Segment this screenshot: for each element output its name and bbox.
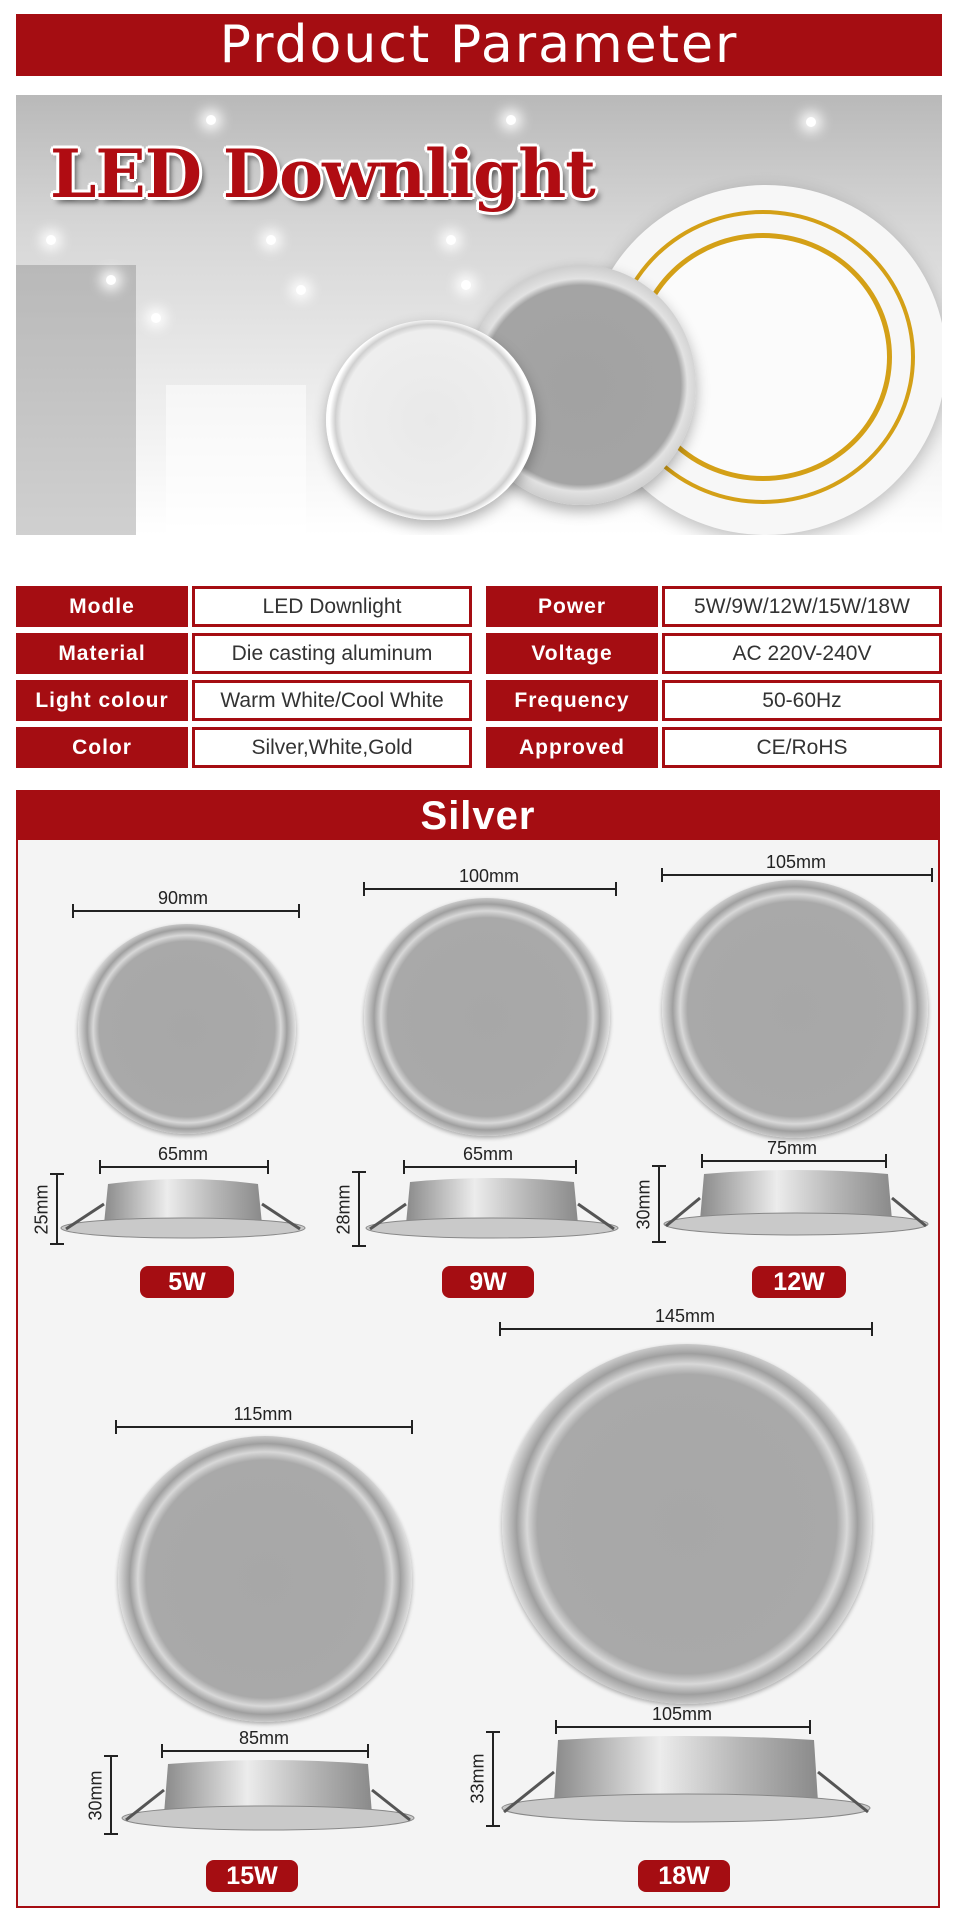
height-label: 25mm: [31, 1184, 52, 1235]
watt-badge: 15W: [206, 1860, 298, 1892]
diameter-label: 105mm: [765, 852, 827, 872]
hero-banner: [16, 95, 942, 535]
param-label: Voltage: [486, 633, 658, 674]
ceiling-spotlight: [206, 115, 216, 125]
watt-badge: 18W: [638, 1860, 730, 1892]
ceiling-spotlight: [506, 115, 516, 125]
downlight-front-18w: [502, 1344, 872, 1704]
ceiling-spotlight: [806, 117, 816, 127]
dimension-line: [116, 1426, 412, 1428]
cutout-label: 85mm: [238, 1728, 289, 1748]
downlight-side-15w: [118, 1756, 418, 1836]
ceiling-spotlight: [46, 235, 56, 245]
watt-badge: 12W: [752, 1266, 846, 1298]
dimension-line: [404, 1166, 576, 1168]
hero-title: LED Downlight: [50, 135, 595, 213]
cutout-label: 65mm: [462, 1144, 513, 1164]
silver-size-panel: [16, 790, 940, 1908]
page-header: [16, 14, 942, 76]
height-line: [56, 1174, 58, 1244]
param-value: CE/RoHS: [662, 727, 942, 768]
param-label: Approved: [486, 727, 658, 768]
height-line: [358, 1172, 360, 1246]
dimension-line: [702, 1160, 886, 1162]
dimension-line: [364, 888, 616, 890]
dimension-line: [556, 1726, 810, 1728]
cutout-label: 75mm: [766, 1138, 817, 1158]
height-label: 28mm: [333, 1184, 354, 1235]
dimension-line: [662, 874, 932, 876]
param-label: Color: [16, 727, 188, 768]
ceiling-spotlight: [461, 280, 471, 290]
parameter-table: [16, 586, 942, 774]
diameter-label: 100mm: [458, 866, 520, 886]
downlight-side-12w: [660, 1166, 932, 1242]
downlight-front-12w: [662, 880, 928, 1138]
dimension-line: [500, 1328, 872, 1330]
ceiling-spotlight: [296, 285, 306, 295]
cutout-label: 105mm: [651, 1704, 713, 1724]
param-label: Material: [16, 633, 188, 674]
dimension-line: [162, 1750, 368, 1752]
diameter-label: 90mm: [157, 888, 208, 908]
downlight-front-15w: [118, 1436, 412, 1722]
param-label: Frequency: [486, 680, 658, 721]
store-shelf: [16, 265, 136, 535]
param-value: 50-60Hz: [662, 680, 942, 721]
cutout-label: 65mm: [157, 1144, 208, 1164]
dimension-line: [73, 910, 299, 912]
param-value: Silver,White,Gold: [192, 727, 472, 768]
param-label: Power: [486, 586, 658, 627]
diameter-label: 115mm: [233, 1404, 293, 1424]
height-label: 33mm: [467, 1753, 488, 1804]
ceiling-spotlight: [266, 235, 276, 245]
page-title: Prdouct Parameter: [219, 15, 739, 75]
ceiling-spotlight: [106, 275, 116, 285]
param-value: 5W/9W/12W/15W/18W: [662, 586, 942, 627]
param-value: Die casting aluminum: [192, 633, 472, 674]
param-label: Modle: [16, 586, 188, 627]
height-label: 30mm: [85, 1770, 106, 1821]
downlight-side-5w: [58, 1174, 308, 1246]
panel-title: Silver: [18, 792, 938, 840]
ceiling-spotlight: [446, 235, 456, 245]
height-line: [658, 1166, 660, 1242]
height-line: [110, 1756, 112, 1834]
downlight-front-9w: [364, 898, 610, 1136]
downlight-side-9w: [362, 1174, 622, 1246]
height-line: [492, 1732, 494, 1826]
dimension-line: [100, 1166, 268, 1168]
param-value: LED Downlight: [192, 586, 472, 627]
store-rack: [166, 385, 306, 535]
param-value: Warm White/Cool White: [192, 680, 472, 721]
ceiling-spotlight: [151, 313, 161, 323]
param-label: Light colour: [16, 680, 188, 721]
height-label: 30mm: [633, 1179, 654, 1230]
param-value: AC 220V-240V: [662, 633, 942, 674]
downlight-front-5w: [78, 924, 296, 1134]
watt-badge: 5W: [140, 1266, 234, 1298]
white-downlight-image: [326, 320, 536, 520]
downlight-side-18w: [496, 1732, 876, 1828]
diameter-label: 145mm: [654, 1306, 716, 1326]
watt-badge: 9W: [442, 1266, 534, 1298]
